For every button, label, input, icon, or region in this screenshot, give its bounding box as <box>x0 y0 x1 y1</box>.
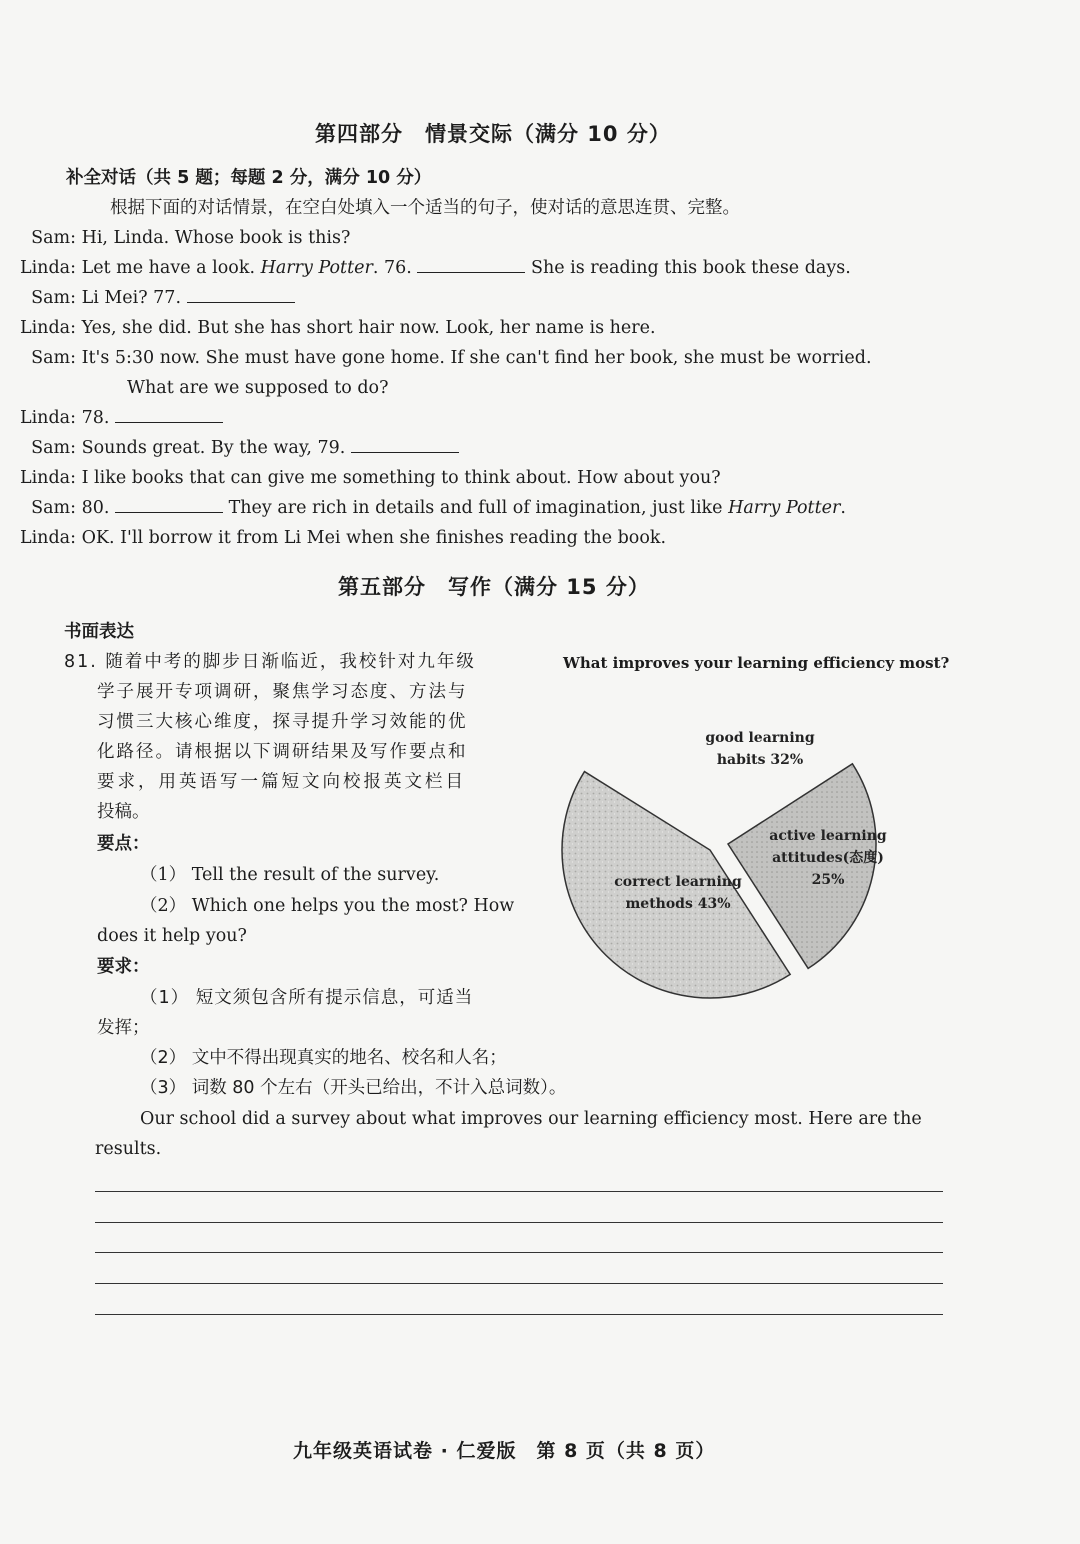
page-footer: 九年级英语试卷 · 仁爱版 第 8 页（共 8 页） <box>293 1440 716 1462</box>
question-text-line: 学子展开专项调研，聚焦学习态度、方法与 <box>97 682 468 702</box>
question-text-line: 81. 随着中考的脚步日渐临近，我校针对九年级 <box>64 652 476 672</box>
writing-line[interactable] <box>95 1252 943 1253</box>
writing-line[interactable] <box>95 1283 943 1284</box>
dialogue-line-9 <box>16 493 846 523</box>
speaker: Sam: <box>31 438 76 458</box>
pie-chart <box>550 690 910 1020</box>
requirement-1-cont: 发挥； <box>97 1018 150 1038</box>
answer-blank-79[interactable] <box>351 434 459 453</box>
point-2: （2） Which one helps you the most? How <box>140 896 515 916</box>
speaker: Linda: <box>19 258 76 278</box>
line-text: Hi, Linda. Whose book is this? <box>81 228 351 248</box>
point-1: （1） Tell the result of the survey. <box>140 865 440 885</box>
writing-line[interactable] <box>95 1191 943 1192</box>
question-text-line: 习惯三大核心维度，探寻提升学习效能的优 <box>97 712 468 732</box>
question-number: 78. <box>81 408 110 428</box>
requirement-2: （2） 文中不得出现真实的地名、校名和人名； <box>140 1048 507 1068</box>
question-number: . 76. <box>372 258 412 278</box>
part4-subheading: 补全对话（共 5 题；每题 2 分，满分 10 分） <box>66 168 432 188</box>
pie-slice-label: correct learning methods 43% <box>614 874 742 912</box>
dialogue-line-10 <box>6 523 666 553</box>
line-end: . <box>840 498 846 518</box>
point-2-cont: does it help you? <box>97 926 247 946</box>
dialogue-line-2 <box>6 253 851 283</box>
line-text: They are rich in details and full of imagination, just like <box>228 498 729 518</box>
line-text: I like books that can give me something to think about. How about you? <box>81 468 721 488</box>
speaker: Sam: <box>31 348 76 368</box>
line-text: OK. I'll borrow it from Li Mei when she finishes reading the book. <box>81 528 667 548</box>
answer-blank-80[interactable] <box>115 494 223 513</box>
requirement-3: （3） 词数 80 个左右（开头已给出，不计入总词数）。 <box>140 1078 567 1098</box>
pie-slice-label: good learning habits 32% <box>705 730 815 768</box>
line-text: She is reading this book these days. <box>530 258 851 278</box>
dialogue-line-7 <box>16 433 459 463</box>
answer-blank-78[interactable] <box>115 404 223 423</box>
question-text-line: 投稿。 <box>97 802 150 822</box>
dialogue-line-5 <box>16 343 872 373</box>
line-text: Sounds great. By the way, 79. <box>81 438 346 458</box>
points-label: 要点： <box>97 834 150 854</box>
dialogue-line-3 <box>16 283 295 313</box>
speaker: Sam: <box>31 228 76 248</box>
dialogue-line-8 <box>6 463 721 493</box>
line-text: It's 5:30 now. She must have gone home. If she can't find her book, she must be worried. <box>81 348 872 368</box>
part4-instruction: 根据下面的对话情景，在空白处填入一个适当的句子，使对话的意思连贯、完整。 <box>110 198 740 218</box>
pie-slice-label: active learning attitudes(态度) 25% <box>769 828 887 888</box>
speaker: Sam: <box>31 288 76 308</box>
answer-blank-76[interactable] <box>417 254 525 273</box>
writing-line[interactable] <box>95 1222 943 1223</box>
speaker: Linda: <box>19 408 76 428</box>
speaker: Linda: <box>19 468 76 488</box>
part5-subheading: 书面表达 <box>64 622 134 642</box>
answer-blank-77[interactable] <box>187 284 295 303</box>
line-text: Yes, she did. But she has short hair now. Look, her name is here. <box>81 318 656 338</box>
chart-title: What improves your learning efficiency most? <box>563 654 950 672</box>
speaker: Linda: <box>19 318 76 338</box>
opening-sentence-cont: results. <box>95 1139 162 1159</box>
part5-heading: 第五部分 写作（满分 15 分） <box>338 575 650 599</box>
dialogue-line-5-cont: What are we supposed to do? <box>127 378 389 398</box>
dialogue-line-1 <box>16 223 350 253</box>
requirements-label: 要求： <box>97 957 150 977</box>
requirement-1: （1） 短文须包含所有提示信息，可适当 <box>140 988 474 1008</box>
book-title: Harry Potter <box>260 258 373 278</box>
speaker: Linda: <box>19 528 76 548</box>
dialogue-line-4 <box>6 313 656 343</box>
question-number: 80. <box>81 498 110 518</box>
writing-line[interactable] <box>95 1314 943 1315</box>
part4-heading: 第四部分 情景交际（满分 10 分） <box>315 122 671 146</box>
opening-sentence: Our school did a survey about what improves our learning efficiency most. Here are the <box>140 1109 922 1129</box>
question-text-line: 化路径。请根据以下调研结果及写作要点和 <box>97 742 468 762</box>
line-text: Let me have a look. <box>81 258 261 278</box>
question-number: Li Mei? 77. <box>81 288 182 308</box>
dialogue-line-6 <box>6 403 223 433</box>
question-text-line: 要求，用英语写一篇短文向校报英文栏目 <box>97 772 466 792</box>
speaker: Sam: <box>31 498 76 518</box>
book-title: Harry Potter <box>728 498 841 518</box>
